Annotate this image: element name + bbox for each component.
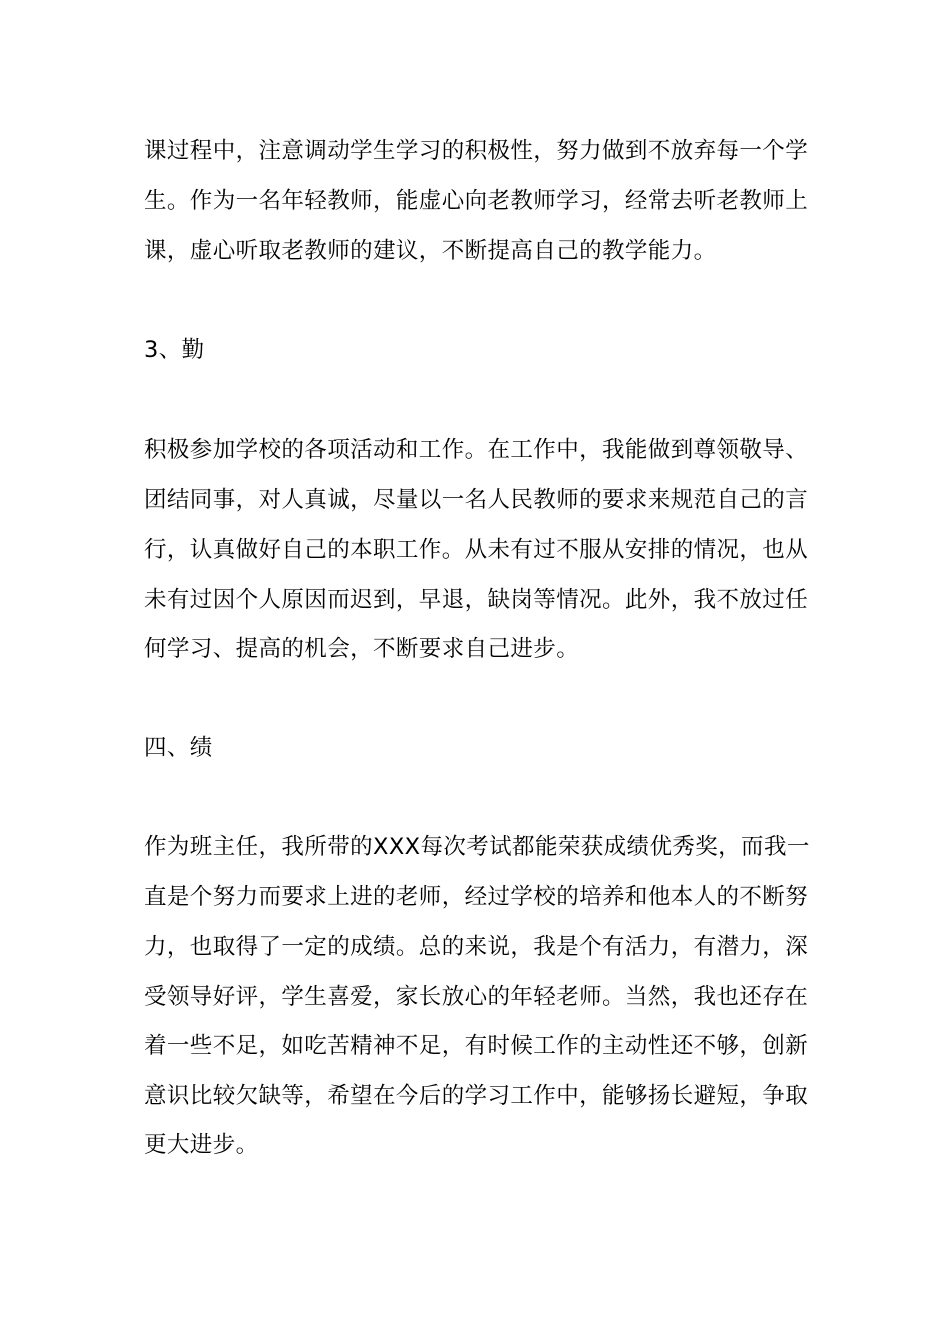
paragraph-1-line-2: 生。作为一名年轻教师，能虚心向老教师学习，经常去听老教师上	[144, 188, 809, 214]
paragraph-3-line-5: 着一些不足，如吃苦精神不足，有时候工作的主动性还不够，创新	[144, 1033, 809, 1059]
paragraph-3-line-1: 作为班主任，我所带的XXX每次考试都能荣获成绩优秀奖，而我一	[144, 834, 810, 860]
paragraph-2-line-4: 未有过因个人原因而迟到，早退，缺岗等情况。此外，我不放过任	[144, 587, 809, 613]
paragraph-2-line-3: 行，认真做好自己的本职工作。从未有过不服从安排的情况，也从	[144, 537, 809, 563]
paragraph-1-line-3: 课，虚心听取老教师的建议，不断提高自己的教学能力。	[144, 238, 717, 264]
paragraph-3-line-3: 力，也取得了一定的成绩。总的来说，我是个有活力，有潜力，深	[144, 934, 809, 960]
paragraph-1-line-1: 课过程中，注意调动学生学习的积极性，努力做到不放弃每一个学	[144, 138, 809, 164]
paragraph-3-line-7: 更大进步。	[144, 1132, 259, 1158]
paragraph-2-line-5: 何学习、提高的机会，不断要求自己进步。	[144, 636, 580, 662]
section-heading-4: 四、绩	[144, 735, 213, 761]
paragraph-3-line-4: 受领导好评，学生喜爱，家长放心的年轻老师。当然，我也还存在	[144, 984, 809, 1010]
paragraph-2-line-2: 团结同事，对人真诚，尽量以一名人民教师的要求来规范自己的言	[144, 487, 809, 513]
paragraph-3-line-6: 意识比较欠缺等，希望在今后的学习工作中，能够扬长避短，争取	[144, 1083, 809, 1109]
section-heading-3: 3、勤	[144, 337, 205, 363]
paragraph-3-line-2: 直是个努力而要求上进的老师，经过学校的培养和他本人的不断努	[144, 884, 809, 910]
paragraph-2-line-1: 积极参加学校的各项活动和工作。在工作中，我能做到尊领敬导、	[144, 437, 809, 463]
